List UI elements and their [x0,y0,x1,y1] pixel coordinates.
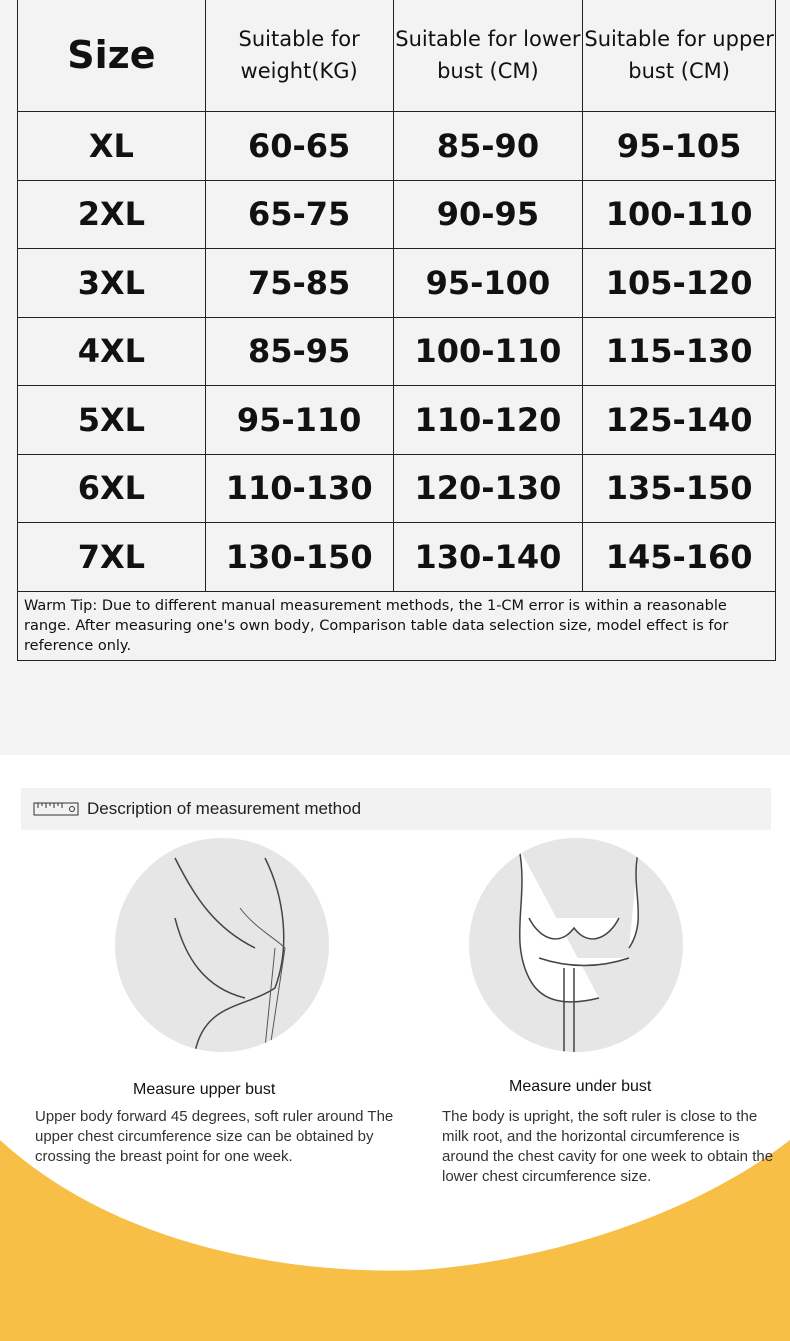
table-row [18,386,776,455]
lower-bust-cell: 95-100 [393,249,583,318]
lower-bust-cell: 120-130 [393,454,583,523]
under-bust-illustration [469,838,683,1052]
warm-tip: Warm Tip: Due to different manual measurement methods, the 1-CM error is within a reasonable range. After measuring one's own body, Comparison table data selection size, model effect is for reference only. [18,591,776,660]
weight-cell: 65-75 [205,180,393,249]
header-upper-bust: Suitable for upper bust (CM) [583,0,776,112]
header-weight: Suitable for weight(KG) [205,0,393,112]
upper-bust-cell: 135-150 [583,454,776,523]
upper-bust-illustration [115,838,329,1052]
lower-bust-cell: 90-95 [393,180,583,249]
lower-bust-cell: 110-120 [393,386,583,455]
weight-cell: 60-65 [205,112,393,181]
table-row [18,317,776,386]
lower-bust-cell: 100-110 [393,317,583,386]
upper-bust-cell: 100-110 [583,180,776,249]
weight-cell: 110-130 [205,454,393,523]
upper-bust-caption: Measure upper bust [133,1081,276,1098]
measurement-title: Description of measurement method [87,799,362,818]
table-header [18,0,776,112]
size-cell: XL [18,112,206,181]
lower-bust-cell: 85-90 [393,112,583,181]
weight-cell: 85-95 [205,317,393,386]
measurement-header [21,788,771,830]
upper-bust-cell: 95-105 [583,112,776,181]
size-table [17,0,776,661]
under-bust-caption: Measure under bust [509,1078,652,1095]
table-row [18,112,776,181]
weight-cell: 95-110 [205,386,393,455]
lower-bust-cell: 130-140 [393,523,583,592]
under-bust-text: The body is upright, the soft ruler is close to the milk root, and the horizontal circumference is around the chest cavity for one week to obtain the lower chest circumference size. [442,1108,774,1185]
warm-tip-row [18,591,776,660]
upper-bust-cell: 105-120 [583,249,776,318]
size-cell: 6XL [18,454,206,523]
upper-bust-cell: 145-160 [583,523,776,592]
weight-cell: 130-150 [205,523,393,592]
size-cell: 2XL [18,180,206,249]
table-row [18,180,776,249]
table-row [18,523,776,592]
upper-bust-cell: 125-140 [583,386,776,455]
size-cell: 5XL [18,386,206,455]
size-cell: 3XL [18,249,206,318]
table-row [18,249,776,318]
upper-bust-text: Upper body forward 45 degrees, soft ruler around The upper chest circumference size can be obtained by crossing the breast point for one week. [35,1108,394,1165]
header-size: Size [18,0,206,112]
header-lower-bust: Suitable for lower bust (CM) [393,0,583,112]
size-cell: 4XL [18,317,206,386]
table-row [18,454,776,523]
weight-cell: 75-85 [205,249,393,318]
size-cell: 7XL [18,523,206,592]
ruler-icon [33,802,79,816]
upper-bust-cell: 115-130 [583,317,776,386]
